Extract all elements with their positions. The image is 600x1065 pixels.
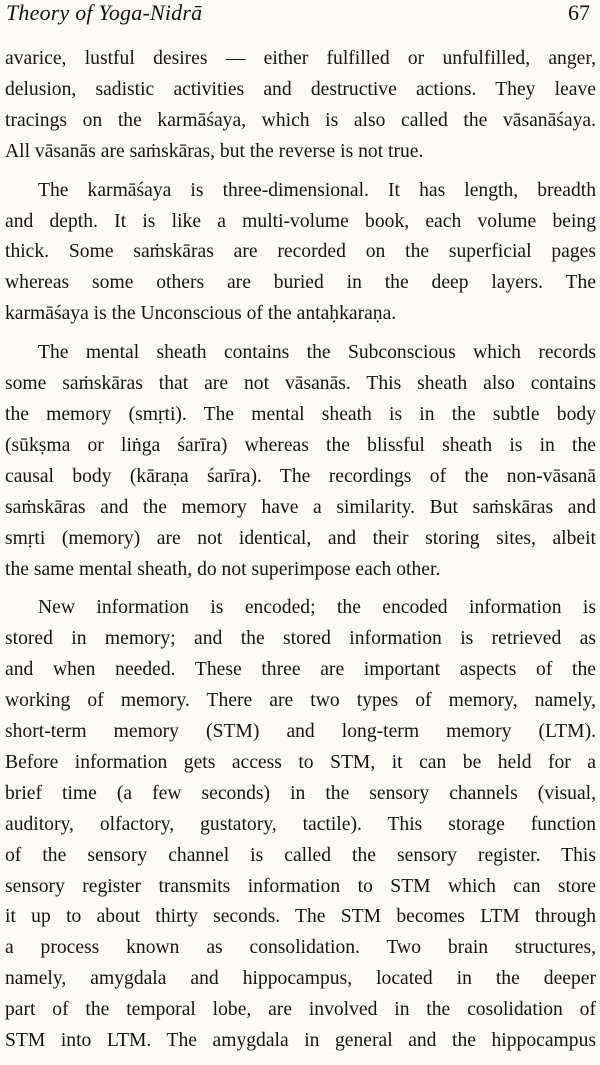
paragraph (5, 338, 596, 585)
text-line: karmāśaya is the Unconscious of the antaḥkaraṇa. (5, 303, 397, 325)
text-line: The mental sheath contains the Subconscious which records (38, 342, 596, 364)
running-head-title: Theory of Yoga-Nidrā (6, 0, 203, 25)
text-line: tracings on the karmāśaya, which is also called the vāsanāśaya. (5, 109, 596, 131)
text-line: of the sensory channel is called the sensory register. This (5, 844, 596, 866)
text-line: and depth. It is like a multi-volume book, each volume being (5, 210, 596, 232)
text-line: some saṁskāras that are not vāsanās. This sheath also contains (5, 373, 596, 395)
text-line: All vāsanās are saṁskāras, but the reverse is not true. (5, 140, 424, 162)
text-line: the same mental sheath, do not superimpose each other. (5, 558, 441, 580)
text-line: smṛti (memory) are not identical, and their storing sites, albeit (5, 527, 596, 549)
text-line: brief time (a few seconds) in the sensory channels (visual, (5, 782, 596, 804)
text-line: causal body (kāraṇa śarīra). The recordings of the non-vāsanā (5, 465, 596, 487)
text-line: stored in memory; and the stored information is retrieved as (5, 628, 596, 650)
text-line: The karmāśaya is three-dimensional. It has length, breadth (38, 179, 596, 201)
running-head (6, 0, 590, 34)
text-line: thick. Some saṁskāras are recorded on the superficial pages (5, 241, 596, 263)
text-line: (sūkṣma or liṅga śarīra) whereas the blissful sheath is in the (5, 434, 596, 456)
text-line: and when needed. These three are important aspects of the (5, 659, 596, 681)
text-line: a process known as consolidation. Two brain structures, (5, 937, 596, 959)
text-line: New information is encoded; the encoded information is (38, 597, 596, 619)
text-line: it up to about thirty seconds. The STM becomes LTM through (5, 906, 596, 928)
paragraph (5, 44, 596, 168)
text-line: saṁskāras and the memory have a similarity. But saṁskāras and (5, 496, 596, 518)
text-line: delusion, sadistic activities and destructive actions. They leave (5, 78, 596, 100)
page-number: 67 (568, 0, 590, 25)
text-line: whereas some others are buried in the deep layers. The (5, 272, 596, 294)
paragraph (5, 176, 596, 331)
text-line: working of memory. There are two types of memory, namely, (5, 690, 596, 712)
body-text (5, 44, 596, 1065)
text-line: short-term memory (STM) and long-term memory (LTM). (5, 721, 596, 743)
paragraph (5, 593, 596, 1057)
text-line: STM into LTM. The amygdala in general and the hippocampus (5, 1030, 596, 1052)
text-line: auditory, olfactory, gustatory, tactile). This storage function (5, 813, 596, 835)
text-line: namely, amygdala and hippocampus, located in the deeper (5, 968, 596, 990)
text-line: the memory (smṛti). The mental sheath is in the subtle body (5, 403, 596, 425)
text-line: part of the temporal lobe, are involved in the cosolidation of (5, 999, 596, 1021)
text-line: Before information gets access to STM, it can be held for a (5, 751, 596, 773)
text-line: avarice, lustful desires — either fulfilled or unfulfilled, anger, (5, 48, 596, 69)
text-line: sensory register transmits information to STM which can store (5, 875, 596, 897)
